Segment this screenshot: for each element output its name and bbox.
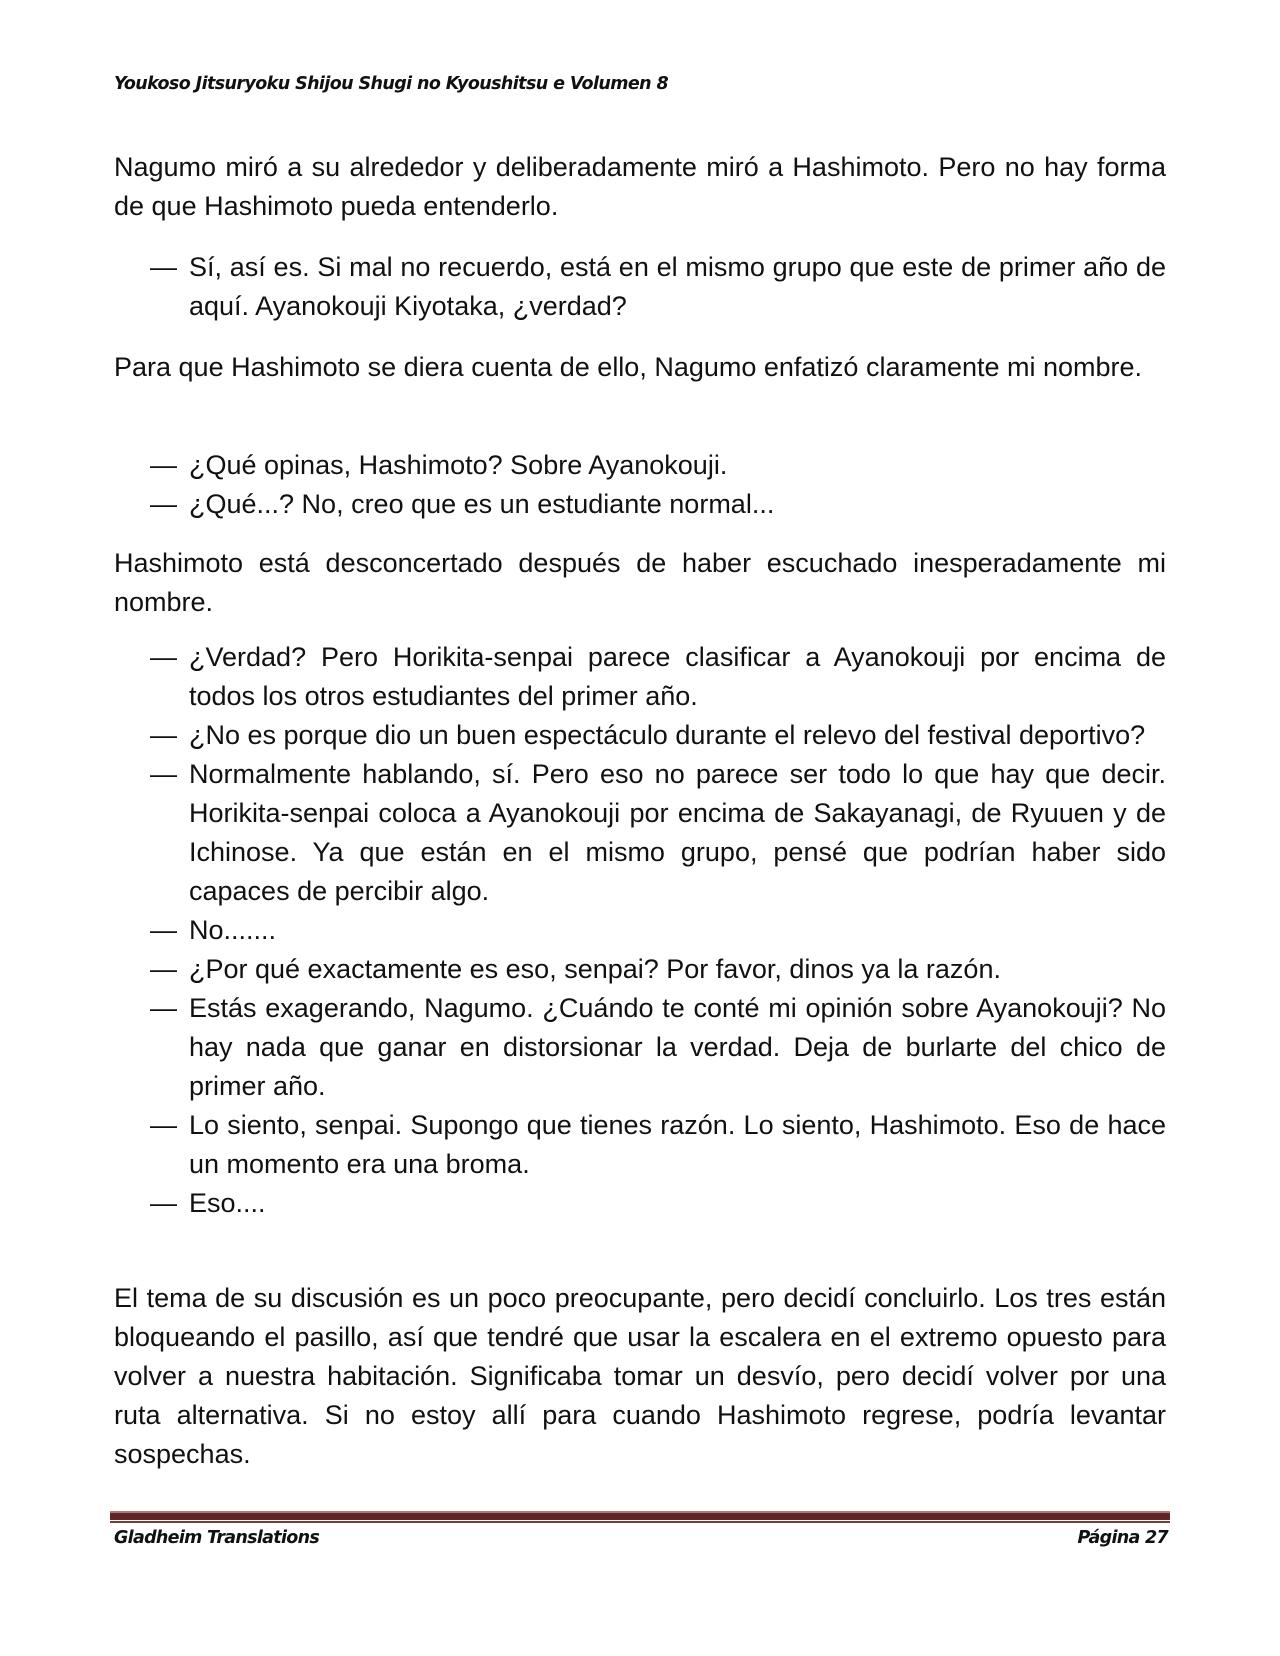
dialog-line	[114, 248, 1166, 326]
dialog-text: ¿Qué opinas, Hashimoto? Sobre Ayanokouji.	[189, 450, 728, 480]
em-dash: —	[150, 954, 177, 984]
paragraph-text: El tema de su discusión es un poco preocupante, pero decidí concluirlo. Los tres están bloqueando el pasillo, así que tendré que usar la escalera en el extremo opuesto para volver a nuestra habitación. Significaba tomar un desvío, pero decidí volver por una ruta alternativa. Si no estoy allí para cuando Hashimoto regrese, podría levantar sospechas.	[114, 1283, 1166, 1469]
em-dash: —	[150, 720, 177, 750]
paragraph-text: Hashimoto está desconcertado después de haber escuchado inesperadamente mi nombre.	[114, 548, 1166, 617]
dialog-line	[114, 755, 1166, 911]
em-dash: —	[150, 1110, 177, 1140]
paragraph-2	[114, 348, 1166, 387]
dialog-block-1	[114, 248, 1166, 326]
dialog-line	[114, 716, 1166, 755]
dialog-text: ¿Verdad? Pero Horikita-senpai parece clasificar a Ayanokouji por encima de todos los otros estudiantes del primer año.	[189, 642, 1166, 711]
running-header: Youkoso Jitsuryoku Shijou Shugi no Kyoushitsu e Volumen 8	[114, 74, 669, 94]
em-dash: —	[150, 993, 177, 1023]
em-dash: —	[150, 450, 177, 480]
dialog-text: ¿No es porque dio un buen espectáculo durante el relevo del festival deportivo?	[189, 720, 1146, 750]
dialog-text: Estás exagerando, Nagumo. ¿Cuándo te conté mi opinión sobre Ayanokouji? No hay nada que ganar en distorsionar la verdad. Deja de burlarte del chico de primer año.	[189, 993, 1166, 1101]
dialog-text: No.......	[189, 915, 277, 945]
em-dash: —	[150, 1188, 177, 1218]
dialog-text: Normalmente hablando, sí. Pero eso no parece ser todo lo que hay que decir. Horikita-senpai coloca a Ayanokouji por encima de Sakayanagi, de Ryuuen y de Ichinose. Ya que están en el mismo grupo, pensé que podrían haber sido capaces de percibir algo.	[189, 759, 1166, 906]
dialog-block-2	[114, 446, 1166, 524]
dialog-block-3	[114, 638, 1166, 1223]
dialog-line	[114, 1184, 1166, 1223]
paragraph-1	[114, 148, 1166, 226]
dialog-text: Lo siento, senpai. Supongo que tienes razón. Lo siento, Hashimoto. Eso de hace un momento era una broma.	[189, 1110, 1166, 1179]
em-dash: —	[150, 489, 177, 519]
dialog-line	[114, 950, 1166, 989]
em-dash: —	[150, 759, 177, 789]
paragraph-4	[114, 1279, 1166, 1474]
footer-translator-credit: Gladheim Translations	[114, 1528, 320, 1548]
dialog-line	[114, 446, 1166, 485]
dialog-text: Eso....	[189, 1188, 266, 1218]
dialog-line	[114, 485, 1166, 524]
footer-rule	[110, 1511, 1170, 1524]
dialog-text: ¿Por qué exactamente es eso, senpai? Por favor, dinos ya la razón.	[189, 954, 1001, 984]
em-dash: —	[150, 642, 177, 672]
paragraph-text: Para que Hashimoto se diera cuenta de ello, Nagumo enfatizó claramente mi nombre.	[114, 352, 1143, 382]
paragraph-text: Nagumo miró a su alrededor y deliberadamente miró a Hashimoto. Pero no hay forma de que Hashimoto pueda entenderlo.	[114, 152, 1166, 221]
footer-rule-band	[110, 1513, 1170, 1520]
dialog-text: Sí, así es. Si mal no recuerdo, está en el mismo grupo que este de primer año de aquí. Ayanokouji Kiyotaka, ¿verdad?	[189, 252, 1166, 321]
em-dash: —	[150, 252, 177, 282]
em-dash: —	[150, 915, 177, 945]
dialog-text: ¿Qué...? No, creo que es un estudiante normal...	[189, 489, 775, 519]
dialog-line	[114, 1106, 1166, 1184]
footer-page-number: Página 27	[1077, 1528, 1168, 1548]
dialog-line	[114, 989, 1166, 1106]
paragraph-3	[114, 544, 1166, 622]
footer-rule-underline	[110, 1521, 1170, 1523]
dialog-line	[114, 911, 1166, 950]
dialog-line	[114, 638, 1166, 716]
